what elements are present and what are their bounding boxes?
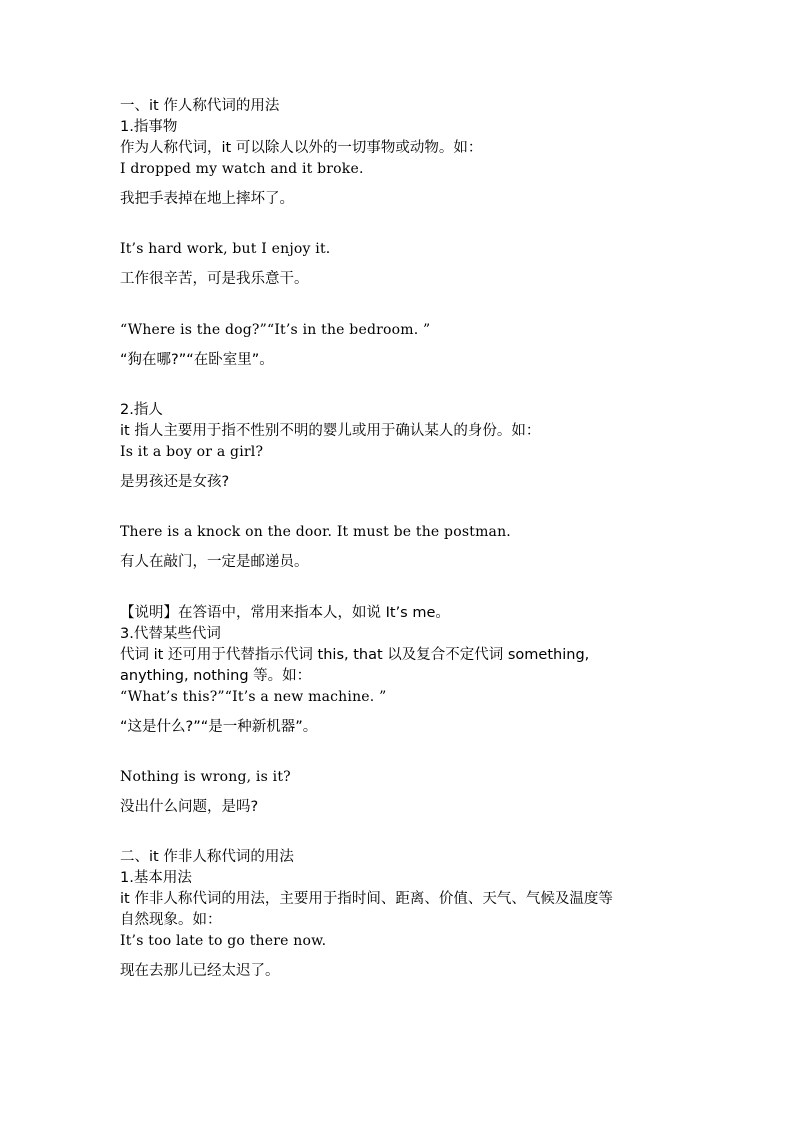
example-english: It’s hard work, but I enjoy it. — [120, 241, 331, 257]
example-english: Nothing is wrong, is it? — [120, 769, 291, 785]
example-chinese: “这是什么?”“是一种新机器”。 — [120, 719, 318, 735]
paragraph: 代词 it 还可用于代替指示代词 this, that 以及复合不定代词 something, — [120, 647, 590, 663]
note: 【说明】在答语中，常用来指本人，如说 It’s me。 — [120, 605, 450, 621]
example-chinese: 工作很辛苦，可是我乐意干。 — [120, 271, 309, 287]
example-chinese: 现在去那儿已经太迟了。 — [120, 963, 280, 979]
paragraph: anything, nothing 等。如： — [120, 668, 312, 684]
example-chinese: “狗在哪?”“在卧室里”。 — [120, 352, 274, 368]
subsection-title: 2.指人 — [120, 402, 163, 418]
section-heading: 二、it 作非人称代词的用法 — [120, 849, 294, 865]
example-chinese: 是男孩还是女孩? — [120, 474, 230, 490]
subsection-title: 1.基本用法 — [120, 870, 192, 886]
example-english: “Where is the dog?”“It’s in the bedroom. ” — [120, 322, 431, 338]
section-heading: 一、it 作人称代词的用法 — [120, 98, 280, 114]
paragraph: 作为人称代词，it 可以除人以外的一切事物或动物。如： — [120, 140, 483, 156]
example-english: It’s too late to go there now. — [120, 933, 327, 949]
example-english: I dropped my watch and it broke. — [120, 161, 364, 177]
paragraph: it 指人主要用于指不性别不明的婴儿或用于确认某人的身份。如： — [120, 423, 541, 439]
example-chinese: 我把手表掉在地上摔坏了。 — [120, 191, 294, 207]
example-chinese: 没出什么问题，是吗? — [120, 799, 259, 815]
paragraph: it 作非人称代词的用法，主要用于指时间、距离、价值、天气、气候及温度等 — [120, 891, 613, 907]
example-chinese: 有人在敲门，一定是邮递员。 — [120, 554, 309, 570]
example-english: “What’s this?”“It’s a new machine. ” — [120, 689, 387, 705]
subsection-title: 3.代替某些代词 — [120, 626, 221, 642]
subsection-title: 1.指事物 — [120, 119, 178, 135]
example-english: Is it a boy or a girl? — [120, 444, 264, 460]
example-english: There is a knock on the door. It must be the postman. — [120, 524, 511, 540]
paragraph: 自然现象。如： — [120, 912, 222, 928]
